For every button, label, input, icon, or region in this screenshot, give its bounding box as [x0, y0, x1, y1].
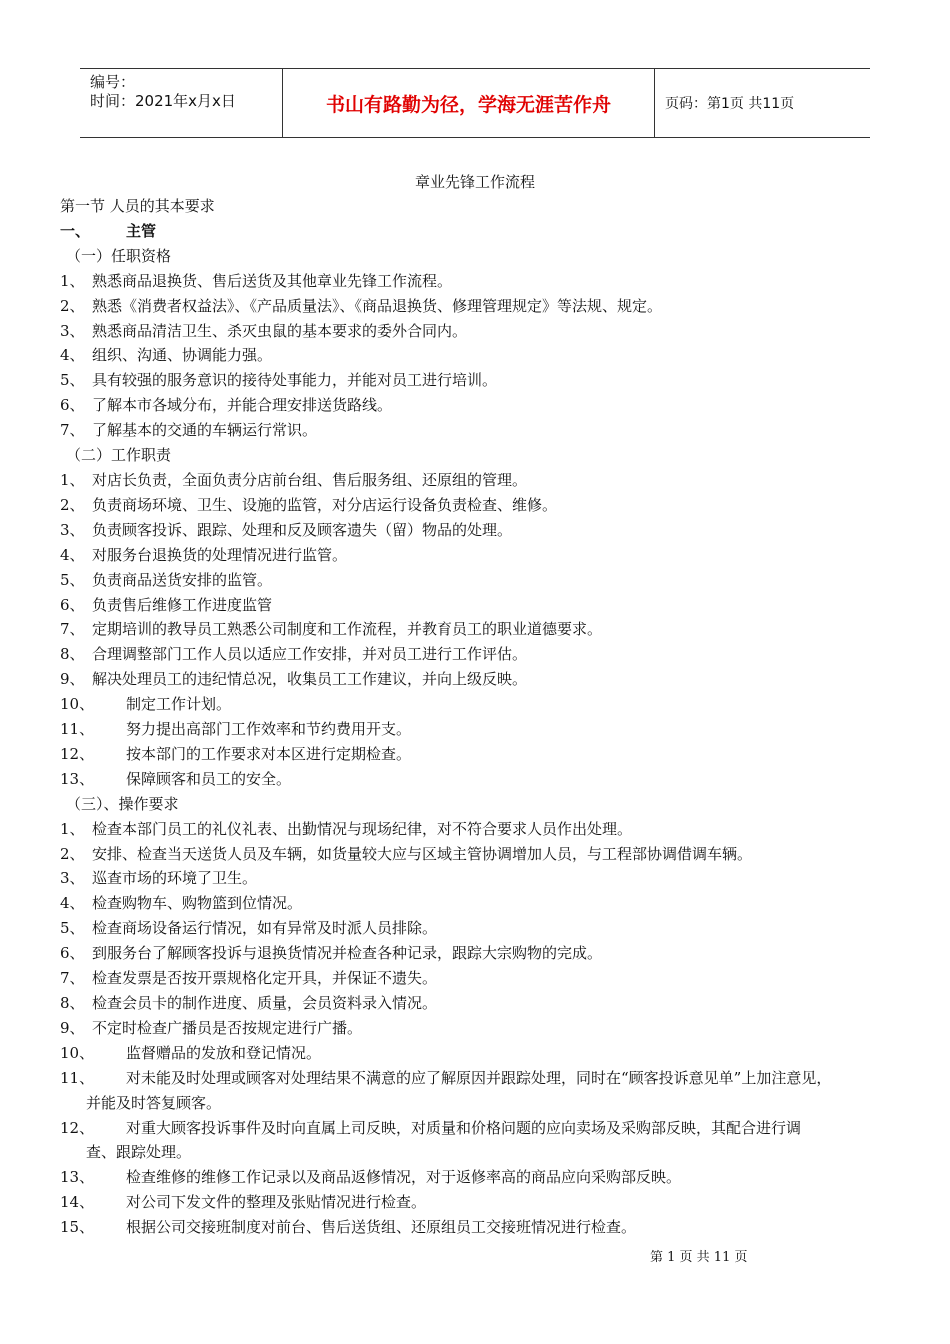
list-item: [60, 717, 912, 742]
list-item: [60, 568, 912, 593]
list-item: [60, 518, 912, 543]
list-item: [60, 916, 912, 941]
list-item: [60, 269, 912, 294]
item-number: 12、: [60, 744, 95, 763]
list-item: [60, 966, 912, 991]
item-text: 解决处理员工的违纪情总况，收集员工工作建议，并向上级反映。: [92, 670, 528, 689]
list-item: [60, 767, 912, 792]
item-number: 15、: [60, 1218, 95, 1237]
item-text: 熟悉商品清洁卫生、杀灭虫鼠的基本要求的委外合同内。: [92, 321, 468, 340]
list-item: [60, 543, 912, 568]
list-item: [60, 667, 912, 692]
item-text: 检查维修的维修工作记录以及商品返修情况，对于返修率高的商品应向采购部反映。: [126, 1168, 682, 1187]
list-item: [60, 991, 912, 1016]
header-motto: 书山有路勤为径，学海无涯苦作舟: [283, 69, 655, 137]
item-text: 组织、沟通、协调能力强。: [92, 346, 273, 365]
item-text: 对重大顾客投诉事件及时向直属上司反映，对质量和价格问题的应向卖场及采购部反映，其配合进行调: [126, 1118, 802, 1137]
item-text: 到服务台了解顾客投诉与退换货情况并检查各种记录，跟踪大宗购物的完成。: [92, 944, 603, 963]
item-text: 负责商场环境、卫生、设施的监管，对分店运行设备负责检查、维修。: [92, 495, 558, 514]
list-item: [60, 617, 912, 642]
item-text: 熟悉商品退换货、售后送货及其他章业先锋工作流程。: [92, 271, 453, 290]
item-number: 6、: [60, 595, 85, 614]
item-text: 检查会员卡的制作进度、质量，会员资料录入情况。: [92, 994, 438, 1012]
item-text: 对公司下发文件的整理及张贴情况进行检查。: [126, 1193, 427, 1212]
header-left-cell: [80, 69, 283, 137]
item-number: 13、: [60, 1168, 95, 1187]
item-number: 11、: [60, 1068, 95, 1087]
item-text: 检查发票是否按开票规格化定开具，并保证不遗失。: [92, 969, 438, 988]
item-text: 检查商场设备运行情况，如有异常及时派人员排除。: [92, 919, 438, 938]
list-item: [60, 891, 912, 916]
list-item: [60, 941, 912, 966]
item-text: 对未能及时处理或顾客对处理结果不满意的应了解原因并跟踪处理，同时在“顾客投诉意见单”上加注意见，: [126, 1068, 832, 1087]
item-number: 1、: [60, 271, 85, 290]
subsection-operations: （三）、操作要求: [66, 794, 179, 813]
doc-body: [60, 194, 912, 1240]
item-text: 按本部门的工作要求对本区进行定期检查。: [126, 744, 412, 763]
list-item: [60, 1066, 912, 1091]
item-number: 13、: [60, 769, 95, 788]
item-number: 7、: [60, 421, 85, 440]
item-number: 7、: [60, 620, 85, 639]
item-number: 6、: [60, 396, 85, 415]
item-number: 9、: [60, 1018, 85, 1037]
item-number: 11、: [60, 720, 95, 739]
section-title: 第一节 人员的其本要求: [60, 197, 215, 215]
item-number: 14、: [60, 1193, 95, 1212]
item-text: 努力提出高部门工作效率和节约费用开支。: [126, 720, 412, 739]
item-number: 12、: [60, 1118, 95, 1137]
item-number: 2、: [60, 296, 85, 315]
item-number: 8、: [60, 645, 85, 664]
item-text: 巡查市场的环境了卫生。: [92, 869, 258, 888]
item-text: 保障顾客和员工的安全。: [126, 769, 292, 788]
item-number: 3、: [60, 321, 85, 340]
item-text: 监督赠品的发放和登记情况。: [126, 1043, 322, 1062]
list-item: [60, 692, 912, 717]
item-number: 3、: [60, 520, 85, 539]
item-number: 1、: [60, 819, 85, 838]
list-item: [60, 593, 912, 618]
list-item: [60, 343, 912, 368]
item-text: 了解本市各域分布，并能合理安排送货路线。: [92, 396, 393, 415]
page-header: [80, 68, 870, 138]
doc-title: 章业先锋工作流程: [414, 173, 535, 191]
list-item: [60, 742, 912, 767]
doc-code-label: 编号：: [90, 73, 136, 91]
list-item: [60, 468, 912, 493]
list-item: [60, 842, 912, 867]
item-text: 不定时检查广播员是否按规定进行广播。: [92, 1018, 363, 1037]
list-item-continuation: 并能及时答复顾客。: [86, 1093, 222, 1112]
item-text: 检查购物车、购物篮到位情况。: [92, 894, 303, 913]
list-item-continuation: 查、跟踪处理。: [86, 1143, 192, 1162]
list-item: [60, 642, 912, 667]
list-item: [60, 418, 912, 443]
item-text: 熟悉《消费者权益法》、《产品质量法》、《商品退换货、修理管理规定》等法规、规定。: [92, 296, 663, 315]
list-item: [60, 368, 912, 393]
item-number: 6、: [60, 944, 85, 963]
item-number: 5、: [60, 371, 85, 390]
item-text: 负责售后维修工作进度监管: [92, 595, 273, 614]
list-item: [60, 866, 912, 891]
item-number: 5、: [60, 570, 85, 589]
item-text: 检查本部门员工的礼仪礼表、出勤情况与现场纪律，对不符合要求人员作出处理。: [92, 819, 633, 838]
item-text: 对店长负责，全面负责分店前台组、售后服务组、还原组的管理。: [92, 470, 528, 489]
list-item: [60, 319, 912, 344]
item-text: 负责商品送货安排的监管。: [92, 570, 273, 589]
list-item: [60, 294, 912, 319]
item-text: 了解基本的交通的车辆运行常识。: [92, 421, 318, 440]
item-number: 10、: [60, 695, 95, 714]
subsection-qualifications: （一）任职资格: [66, 246, 172, 265]
list-item: [60, 1016, 912, 1041]
item-text: 对服务台退换货的处理情况进行监管。: [92, 545, 348, 564]
list-item: [60, 817, 912, 842]
list-item: [60, 393, 912, 418]
list-item: [60, 1116, 912, 1141]
item-number: 10、: [60, 1043, 95, 1062]
item-number: 2、: [60, 844, 85, 863]
item-text: 具有较强的服务意识的接待处事能力，并能对员工进行培训。: [92, 371, 498, 390]
item-number: 4、: [60, 346, 85, 365]
item-text: 负责顾客投诉、跟踪、处理和反及顾客遗失（留）物品的处理。: [92, 520, 513, 539]
list-item: [60, 1190, 912, 1215]
list-item: [60, 1165, 912, 1190]
item-number: 1、: [60, 470, 85, 489]
item-number: 7、: [60, 969, 85, 988]
subsection-duties: （二）工作职责: [66, 446, 172, 465]
item-number: 9、: [60, 670, 85, 689]
header-page-info: 页码：第1页 共11页: [665, 96, 795, 112]
item-number: 2、: [60, 495, 85, 514]
list-item: [60, 1041, 912, 1066]
item-text: 安排、检查当天送货人员及车辆，如货量较大应与区域主管协调增加人员，与工程部协调借调车辆。: [92, 844, 753, 863]
item-text: 合理调整部门工作人员以适应工作安排，并对员工进行工作评估。: [92, 645, 528, 664]
doc-date-label: 时间：2021年x月x日: [90, 92, 236, 110]
heading-text: 主管: [126, 221, 157, 240]
item-number: 3、: [60, 869, 85, 888]
item-text: 制定工作计划。: [126, 695, 232, 714]
item-number: 4、: [60, 894, 85, 913]
heading-number: 一、: [60, 221, 91, 240]
item-text: 定期培训的教导员工熟悉公司制度和工作流程，并教育员工的职业道德要求。: [92, 620, 603, 639]
list-item: [60, 1215, 912, 1240]
item-number: 5、: [60, 919, 85, 938]
item-number: 8、: [60, 994, 85, 1012]
item-number: 4、: [60, 545, 85, 564]
heading-supervisor: [60, 219, 912, 244]
item-text: 根据公司交接班制度对前台、售后送货组、还原组员工交接班情况进行检查。: [126, 1218, 637, 1237]
list-item: [60, 493, 912, 518]
page-footer: 第 1 页 共 11 页: [650, 1250, 748, 1265]
